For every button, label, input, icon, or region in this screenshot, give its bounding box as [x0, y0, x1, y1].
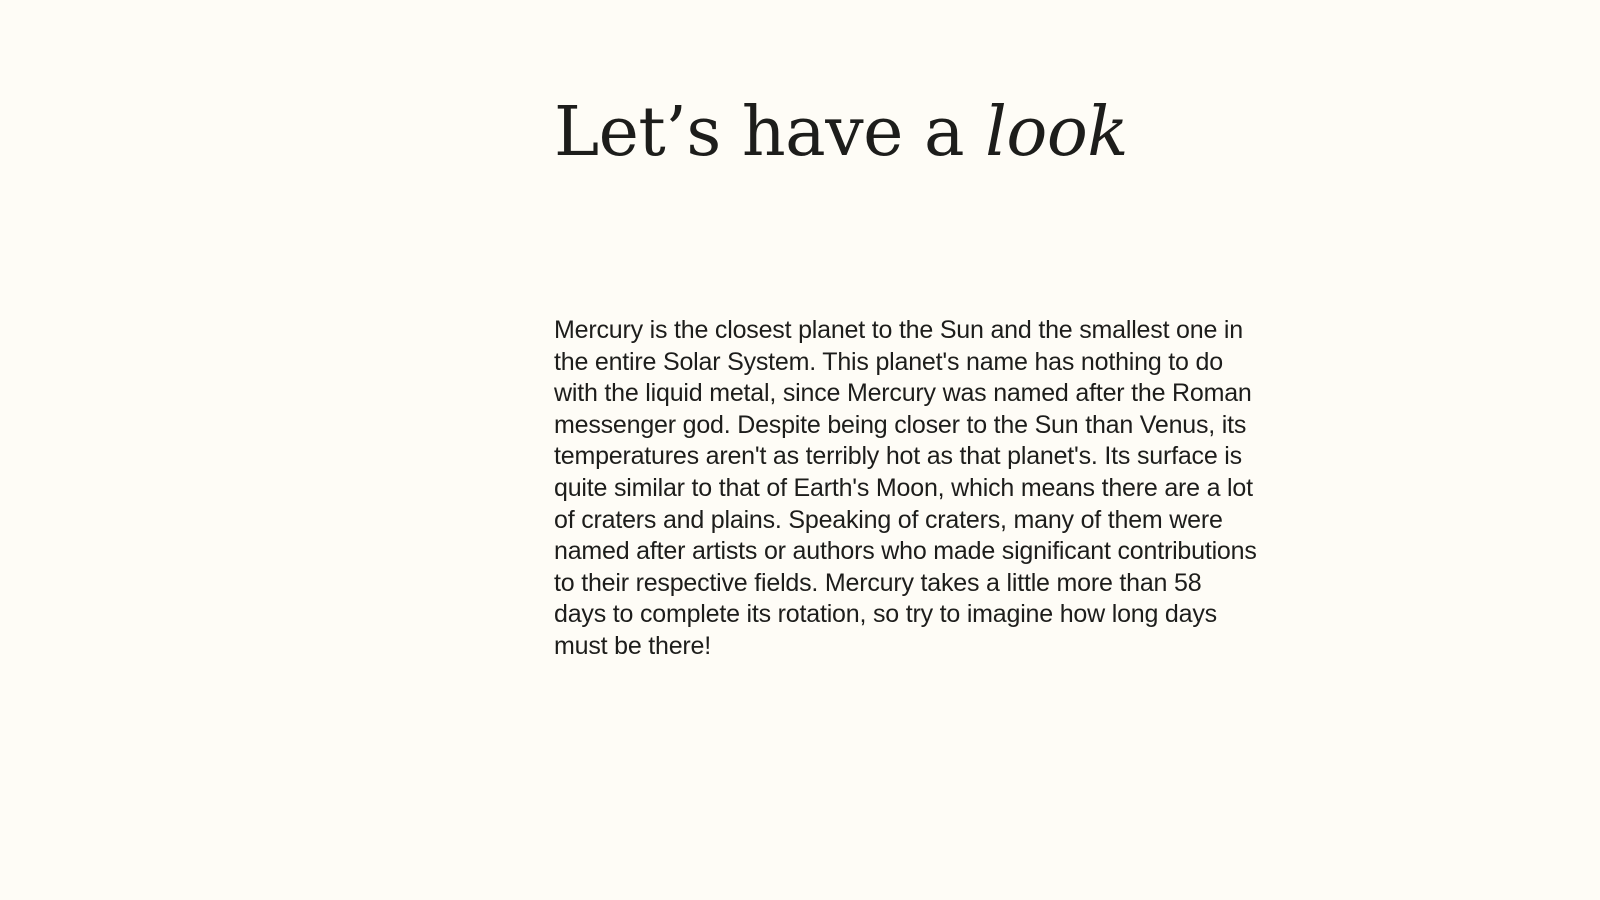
slide-title	[554, 92, 1128, 174]
slide-title-accent: look	[985, 93, 1128, 172]
slide-title-main: Let’s have a	[554, 93, 986, 172]
slide-body-text: Mercury is the closest planet to the Sun and the smallest one in the entire Solar System. This planet's name has nothing to do with the liquid metal, since Mercury was named after the Roman messenger god. Despite being closer to the Sun than Venus, its temperatures aren't as terribly hot as that planet's. Its surface is quite similar to that of Earth's Moon, which means there are a lot of craters and plains. Speaking of craters, many of them were named after artists or authors who made significant contributions to their respective fields. Mercury takes a little more than 58 days to complete its rotation, so try to imagine how long days must be there!	[554, 316, 1257, 660]
